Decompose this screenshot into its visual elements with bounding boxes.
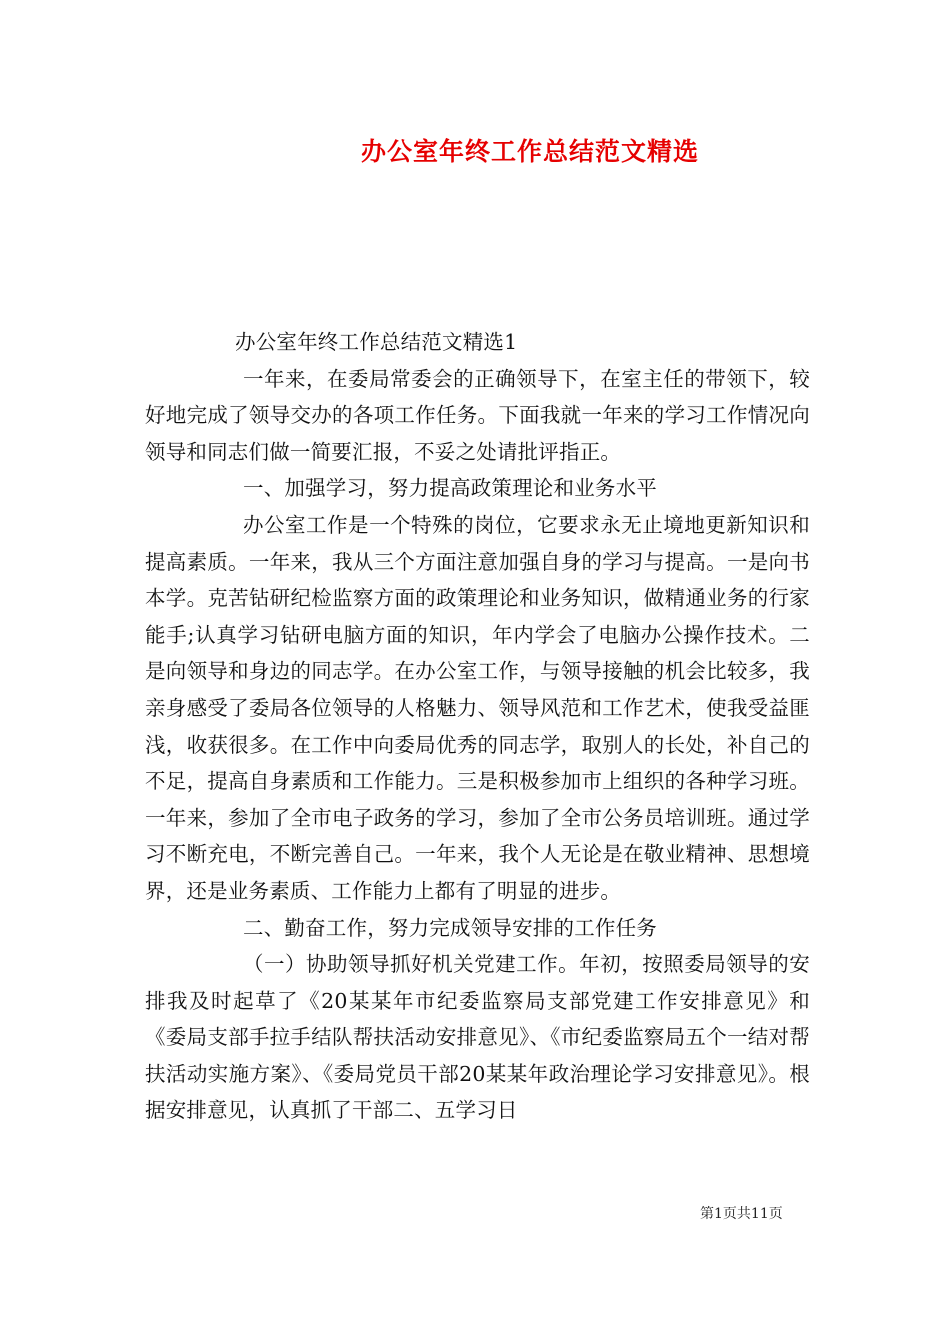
paragraph-intro: 一年来，在委局常委会的正确领导下，在室主任的带领下，较好地完成了领导交办的各项工作任务。下面我就一年来的学习工作情况向领导和同志们做一简要汇报，不妥之处请批评指正。 (145, 366, 810, 464)
heading-work: 二、勤奋工作，努力完成领导安排的工作任务 (243, 915, 657, 940)
section-subtitle: 办公室年终工作总结范文精选1 (235, 330, 518, 354)
document-title: 办公室年终工作总结范文精选 (360, 137, 699, 166)
heading-study: 一、加强学习，努力提高政策理论和业务水平 (243, 476, 657, 501)
paragraph-party-building: （一）协助领导抓好机关党建工作。年初，按照委局领导的安排我及时起草了《20某某年市纪委监察局支部党建工作安排意见》和《委局支部手拉手结队帮扶活动安排意见》、《市纪委监察局五个一结对帮扶活动实施方案》、《委局党员干部20某某年政治理论学习安排意见》。根据安排意见，认真抓了干部二、五学习日 (145, 952, 810, 1123)
paragraph-study: 办公室工作是一个特殊的岗位，它要求永无止境地更新知识和提高素质。一年来，我从三个方面注意加强自身的学习与提高。一是向书本学。克苦钻研纪检监察方面的政策理论和业务知识，做精通业务的行家能手;认真学习钻研电脑方面的知识，年内学会了电脑办公操作技术。二是向领导和身边的同志学。在办公室工作，与领导接触的机会比较多，我亲身感受了委局各位领导的人格魅力、领导风范和工作艺术，使我受益匪浅，收获很多。在工作中向委局优秀的同志学，取别人的长处，补自己的不足，提高自身素质和工作能力。三是积极参加市上组织的各种学习班。一年来，参加了全市电子政务的学习，参加了全市公务员培训班。通过学习不断充电，不断完善自己。一年来，我个人无论是在敬业精神、思想境界，还是业务素质、工作能力上都有了明显的进步。 (145, 512, 810, 903)
document-body (145, 324, 810, 1129)
page-number-footer: 第1页共11页 (700, 1206, 783, 1222)
